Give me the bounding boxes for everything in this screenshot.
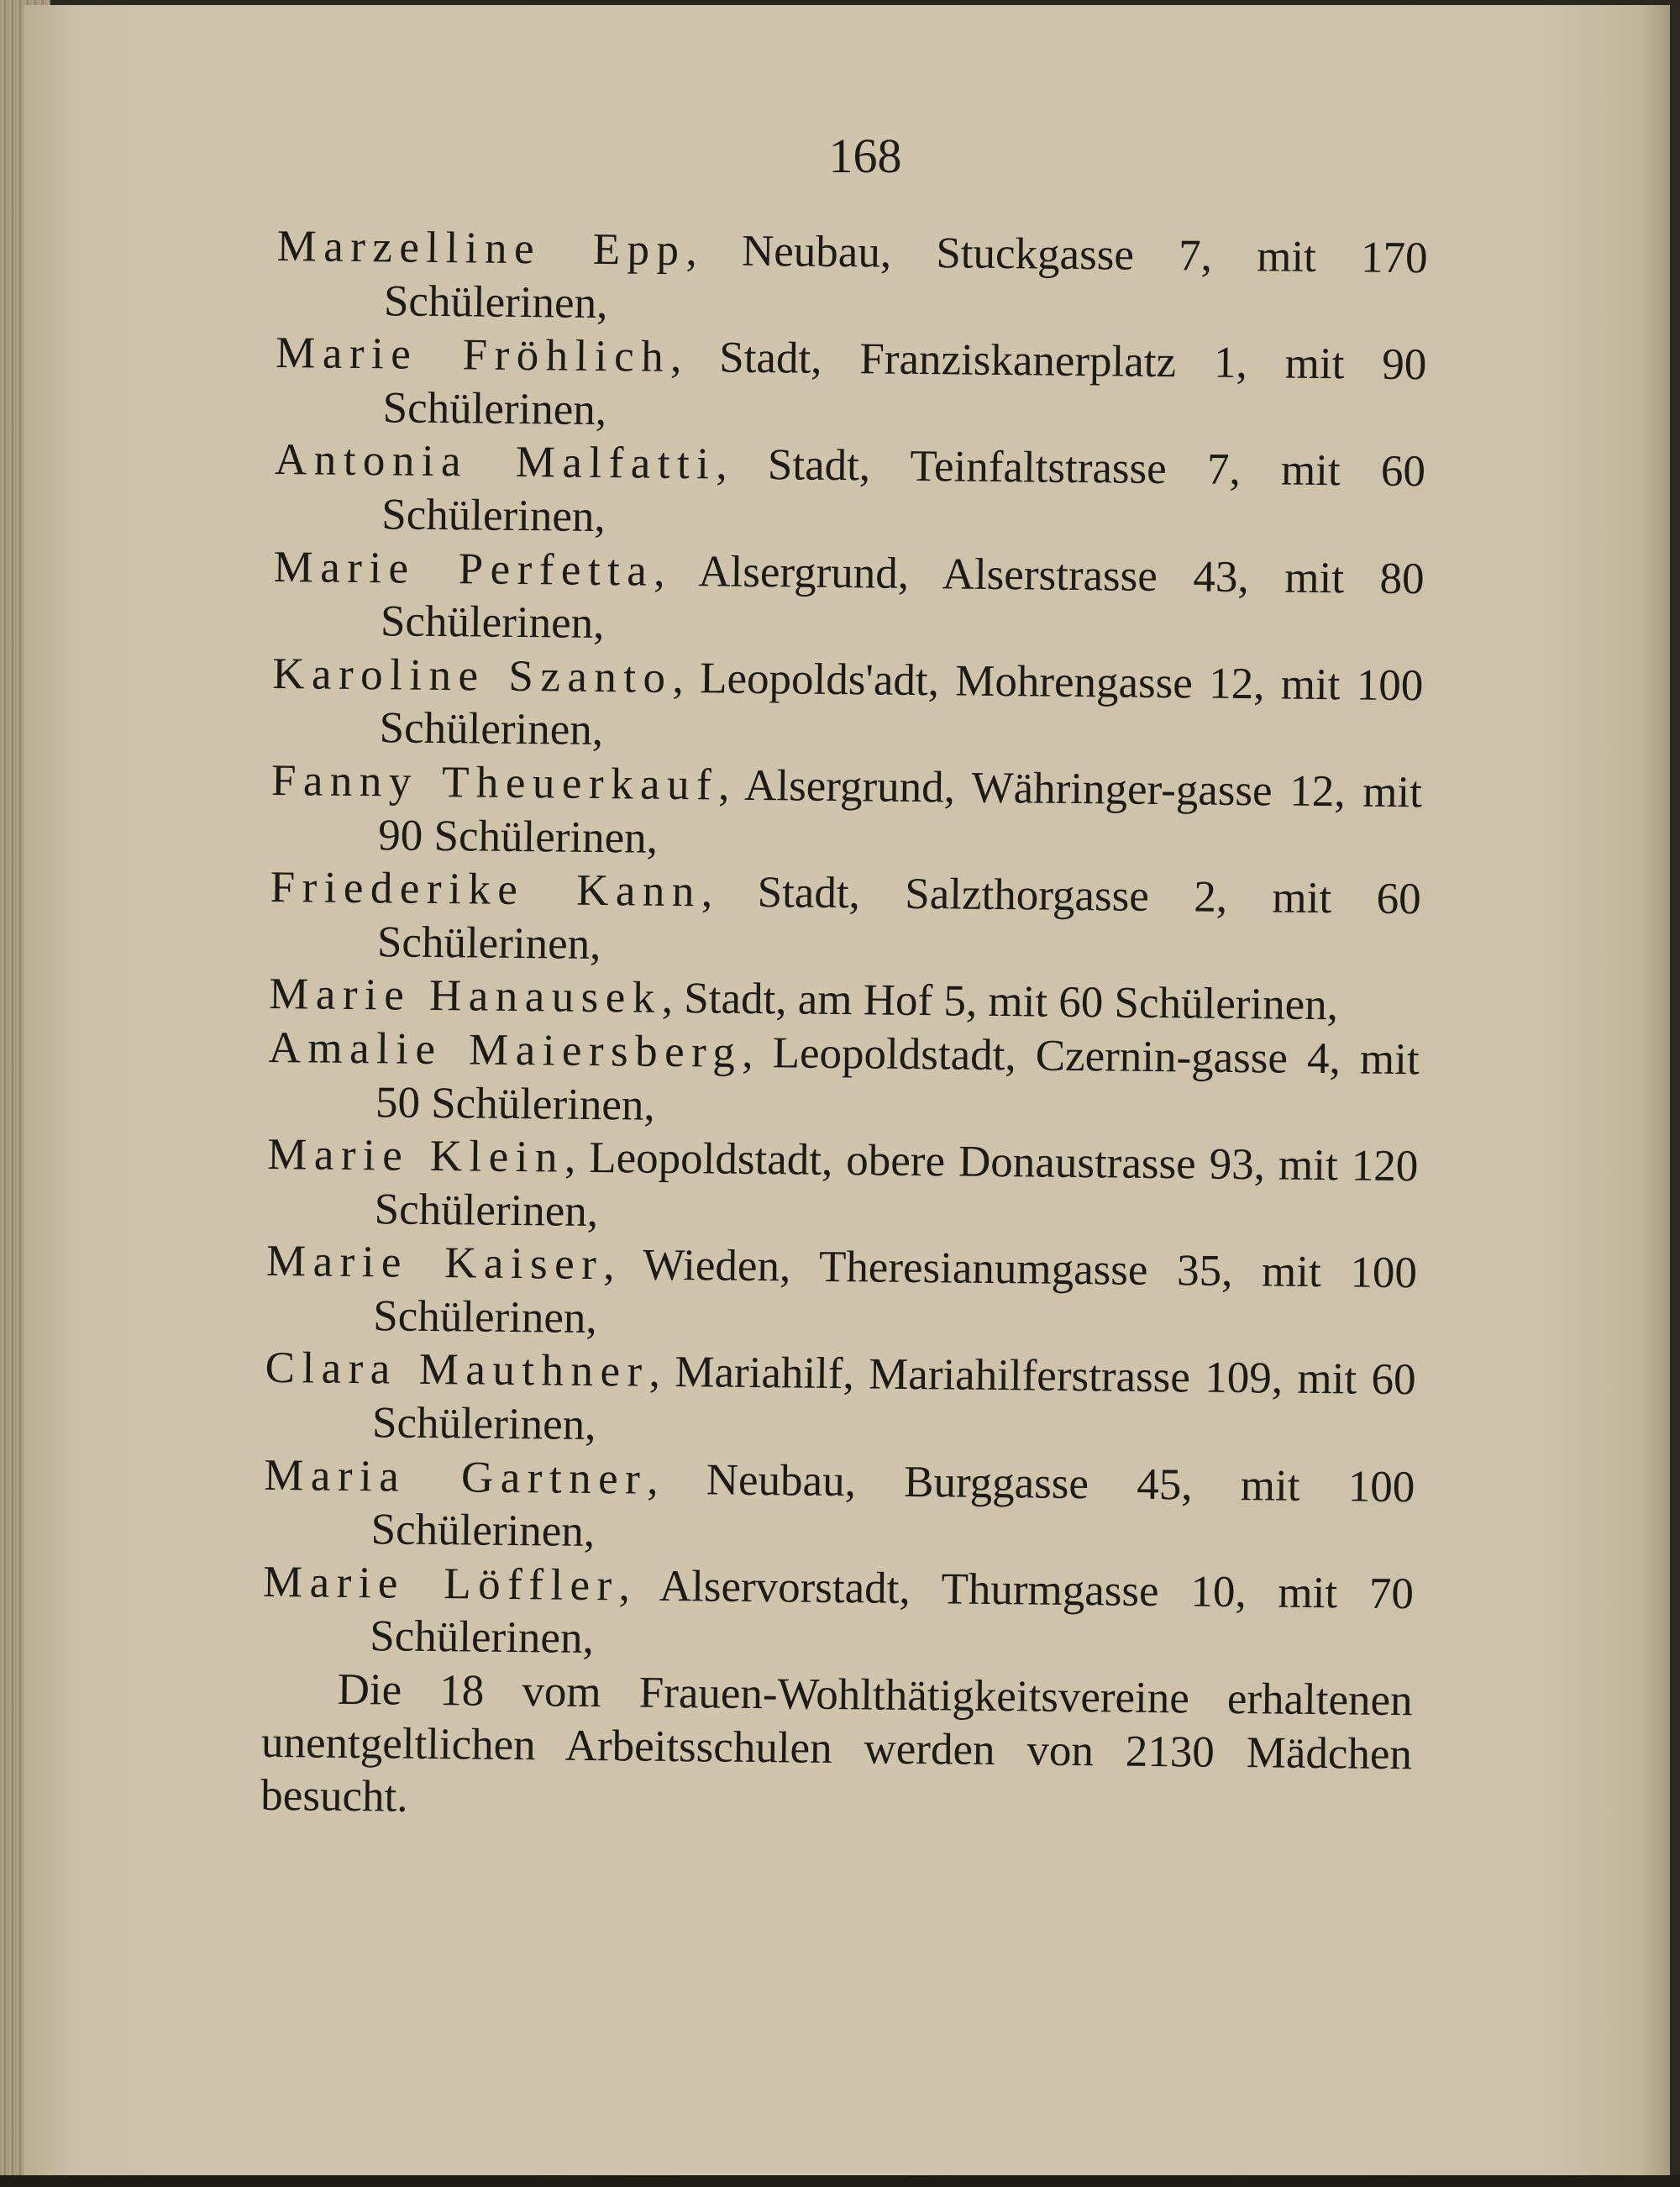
list-item <box>274 434 1425 553</box>
teacher-name: Fanny Theuerkauf <box>270 755 719 810</box>
list-item <box>270 861 1421 980</box>
list-item <box>262 1556 1414 1675</box>
teacher-name: Maria Gartner <box>264 1450 648 1504</box>
teacher-name: Marzelline Epp <box>276 221 686 276</box>
school-details: , Alservorstadt, Thurmgasse 10, mit 70 Schülerinen, <box>370 1561 1415 1664</box>
school-details: , Alsergrund, Alserstrasse 43, mit 80 Schülerinen, <box>380 546 1425 649</box>
teacher-name: Marie Kaiser <box>265 1237 604 1290</box>
closing-paragraph: Die 18 vom Frauen-Wohlthätigkeitsvereine erhaltenen unentgeltlichen Arbeitsschulen werden von 2130 Mädchen besucht. <box>260 1664 1413 1822</box>
teacher-name: Marie Perfetta <box>273 542 654 596</box>
school-details: , Alsergrund, Währinger-gasse 12, mit 90 Schülerinen, <box>378 760 1423 863</box>
teacher-name: Friederike Kann <box>270 863 702 917</box>
list-item <box>263 1449 1415 1569</box>
school-details: , Wieden, Theresianumgasse 35, mit 100 Schülerinen, <box>373 1240 1418 1343</box>
school-details: , Neubau, Burggasse 45, mit 100 Schülerinen, <box>370 1454 1415 1557</box>
school-details: , Stadt, Franziskanerplatz 1, mit 90 Schülerinen, <box>382 333 1427 434</box>
list-item <box>266 1128 1418 1248</box>
teacher-name: Marie Fröhlich <box>276 329 671 382</box>
teacher-name: Karoline Szanto <box>272 649 673 702</box>
teacher-name: Antonia Malfatti <box>274 435 717 489</box>
list-item <box>265 1235 1417 1354</box>
school-details: , Leopoldstadt, obere Donaustrasse 93, mit 120 Schülerinen, <box>374 1133 1419 1236</box>
school-details: , Mariahilf, Mariahilferstrasse 109, mit 60 Schülerinen, <box>371 1348 1416 1450</box>
school-details: , Neubau, Stuckgasse 7, mit 170 Schülerinen, <box>383 226 1428 328</box>
list-item <box>265 1342 1416 1461</box>
page-bottom-edge <box>0 2175 1680 2187</box>
school-details: , Stadt, Teinfaltstrasse 7, mit 60 Schülerinen, <box>381 439 1426 542</box>
list-item <box>276 220 1428 339</box>
teacher-name: Marie Klein <box>267 1130 565 1182</box>
teacher-name: Marie Hanausek <box>269 970 663 1023</box>
list-item <box>270 754 1422 874</box>
school-details: , Stadt, Salzthorgasse 2, mit 60 Schülerinen, <box>376 867 1421 969</box>
list-item <box>268 1022 1420 1141</box>
teacher-name: Amalie Maiersberg <box>268 1023 743 1077</box>
page-number: 168 <box>828 129 902 183</box>
school-list <box>260 220 1428 1835</box>
list-item <box>275 327 1426 446</box>
teacher-name: Marie Löffler <box>262 1557 620 1611</box>
school-details: , Leopolds'adt, Mohrengasse 12, mit 100 Schülerinen, <box>379 653 1424 755</box>
list-item <box>271 648 1423 767</box>
teacher-name: Clara Mauthner <box>265 1343 649 1397</box>
page-right-edge <box>1670 0 1680 2187</box>
school-details: , Stadt, am Hof 5, mit 60 Schülerinen, <box>661 974 1339 1030</box>
school-details: , Leopoldstadt, Czernin-gasse 4, mit 50 Schülerinen, <box>375 1028 1420 1130</box>
list-item <box>273 541 1425 660</box>
